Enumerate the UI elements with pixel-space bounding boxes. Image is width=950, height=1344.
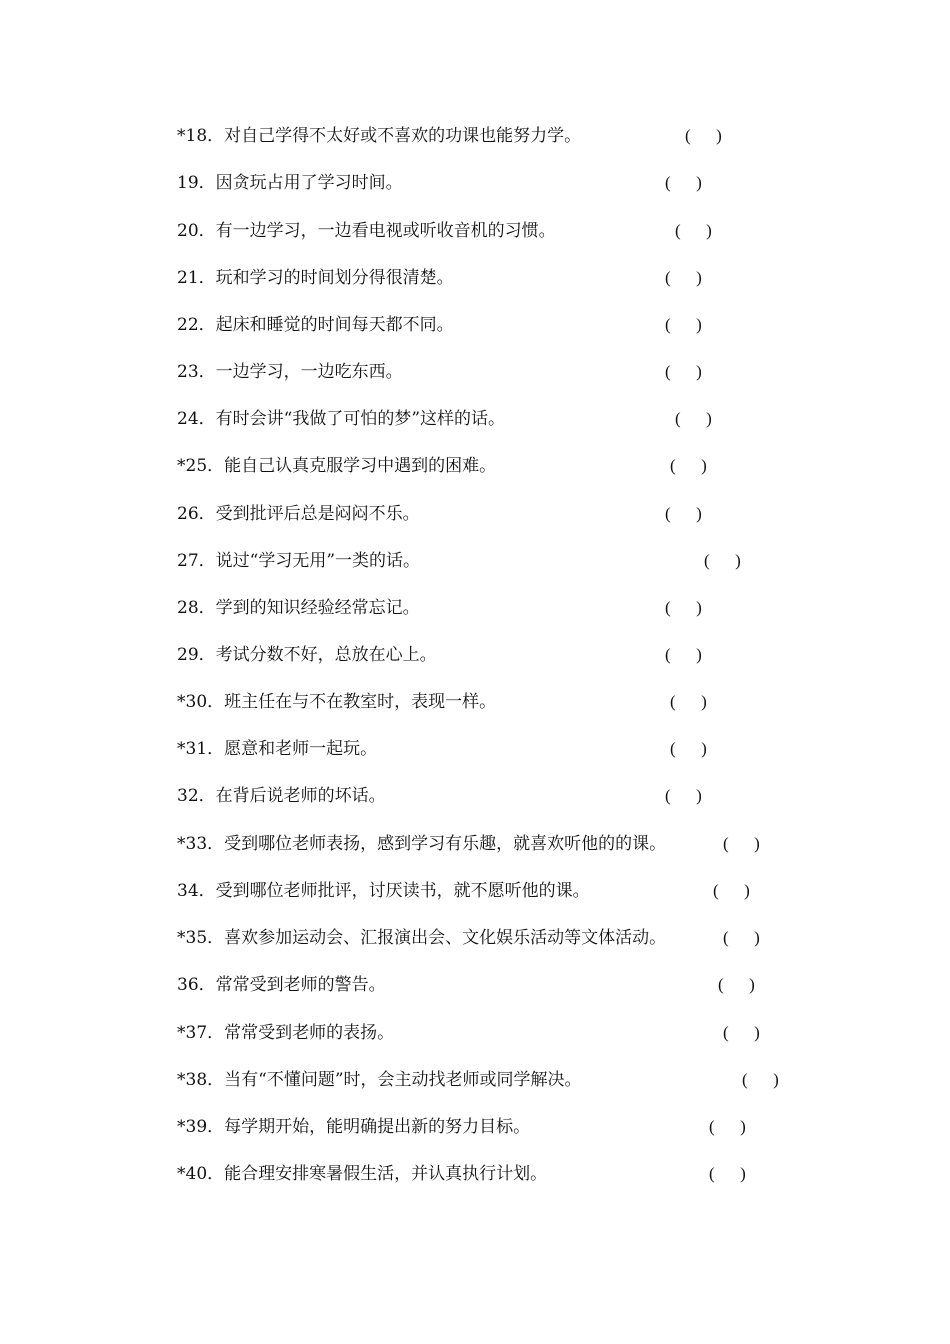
answer-blank-30[interactable]: ( ) [670, 692, 707, 711]
answer-blank-24[interactable]: ( ) [675, 409, 712, 428]
question-35: *35．喜欢参加运动会、汇报演出会、文化娱乐活动等文体活动。 [177, 928, 667, 948]
question-31: *31．愿意和老师一起玩。 [177, 739, 378, 759]
answer-blank-20[interactable]: ( ) [675, 221, 712, 240]
answer-blank-25[interactable]: ( ) [670, 456, 707, 475]
question-21: 21．玩和学习的时间划分得很清楚。 [177, 268, 454, 288]
question-34: 34．受到哪位老师批评，讨厌读书，就不愿听他的课。 [177, 881, 590, 901]
question-18: *18．对自己学得不太好或不喜欢的功课也能努力学。 [177, 126, 582, 146]
question-36: 36．常常受到老师的警告。 [177, 975, 386, 995]
answer-blank-27[interactable]: ( ) [704, 551, 741, 570]
question-40: *40．能合理安排寒暑假生活，并认真执行计划。 [177, 1164, 548, 1184]
question-24: 24．有时会讲“我做了可怕的梦”这样的话。 [177, 409, 506, 429]
question-19: 19．因贪玩占用了学习时间。 [177, 173, 403, 193]
question-25: *25．能自己认真克服学习中遇到的困难。 [177, 456, 497, 476]
answer-blank-21[interactable]: ( ) [665, 268, 702, 287]
answer-blank-39[interactable]: ( ) [709, 1117, 746, 1136]
answer-blank-32[interactable]: ( ) [665, 786, 702, 805]
question-37: *37．常常受到老师的表扬。 [177, 1023, 395, 1043]
question-20: 20．有一边学习，一边看电视或听收音机的习惯。 [177, 221, 556, 241]
question-29: 29．考试分数不好，总放在心上。 [177, 645, 437, 665]
question-28: 28．学到的知识经验经常忘记。 [177, 598, 420, 618]
answer-blank-36[interactable]: ( ) [718, 975, 755, 994]
answer-blank-33[interactable]: ( ) [723, 834, 760, 853]
question-32: 32．在背后说老师的坏话。 [177, 786, 386, 806]
answer-blank-37[interactable]: ( ) [723, 1023, 760, 1042]
question-27: 27．说过“学习无用”一类的话。 [177, 551, 421, 571]
answer-blank-19[interactable]: ( ) [665, 173, 702, 192]
answer-blank-18[interactable]: ( ) [685, 126, 722, 145]
question-38: *38．当有“不懂问题”时，会主动找老师或同学解决。 [177, 1070, 582, 1090]
answer-blank-34[interactable]: ( ) [713, 881, 750, 900]
question-39: *39．每学期开始，能明确提出新的努力目标。 [177, 1117, 531, 1137]
answer-blank-31[interactable]: ( ) [670, 739, 707, 758]
answer-blank-28[interactable]: ( ) [665, 598, 702, 617]
answer-blank-23[interactable]: ( ) [665, 362, 702, 381]
question-33: *33．受到哪位老师表扬，感到学习有乐趣，就喜欢听他的的课。 [177, 834, 667, 854]
question-26: 26．受到批评后总是闷闷不乐。 [177, 504, 420, 524]
question-23: 23．一边学习，一边吃东西。 [177, 362, 403, 382]
answer-blank-22[interactable]: ( ) [665, 315, 702, 334]
answer-blank-29[interactable]: ( ) [665, 645, 702, 664]
answer-blank-26[interactable]: ( ) [665, 504, 702, 523]
answer-blank-35[interactable]: ( ) [723, 928, 760, 947]
answer-blank-38[interactable]: ( ) [742, 1070, 779, 1089]
question-22: 22．起床和睡觉的时间每天都不同。 [177, 315, 454, 335]
answer-blank-40[interactable]: ( ) [709, 1164, 746, 1183]
question-30: *30．班主任在与不在教室时，表现一样。 [177, 692, 497, 712]
